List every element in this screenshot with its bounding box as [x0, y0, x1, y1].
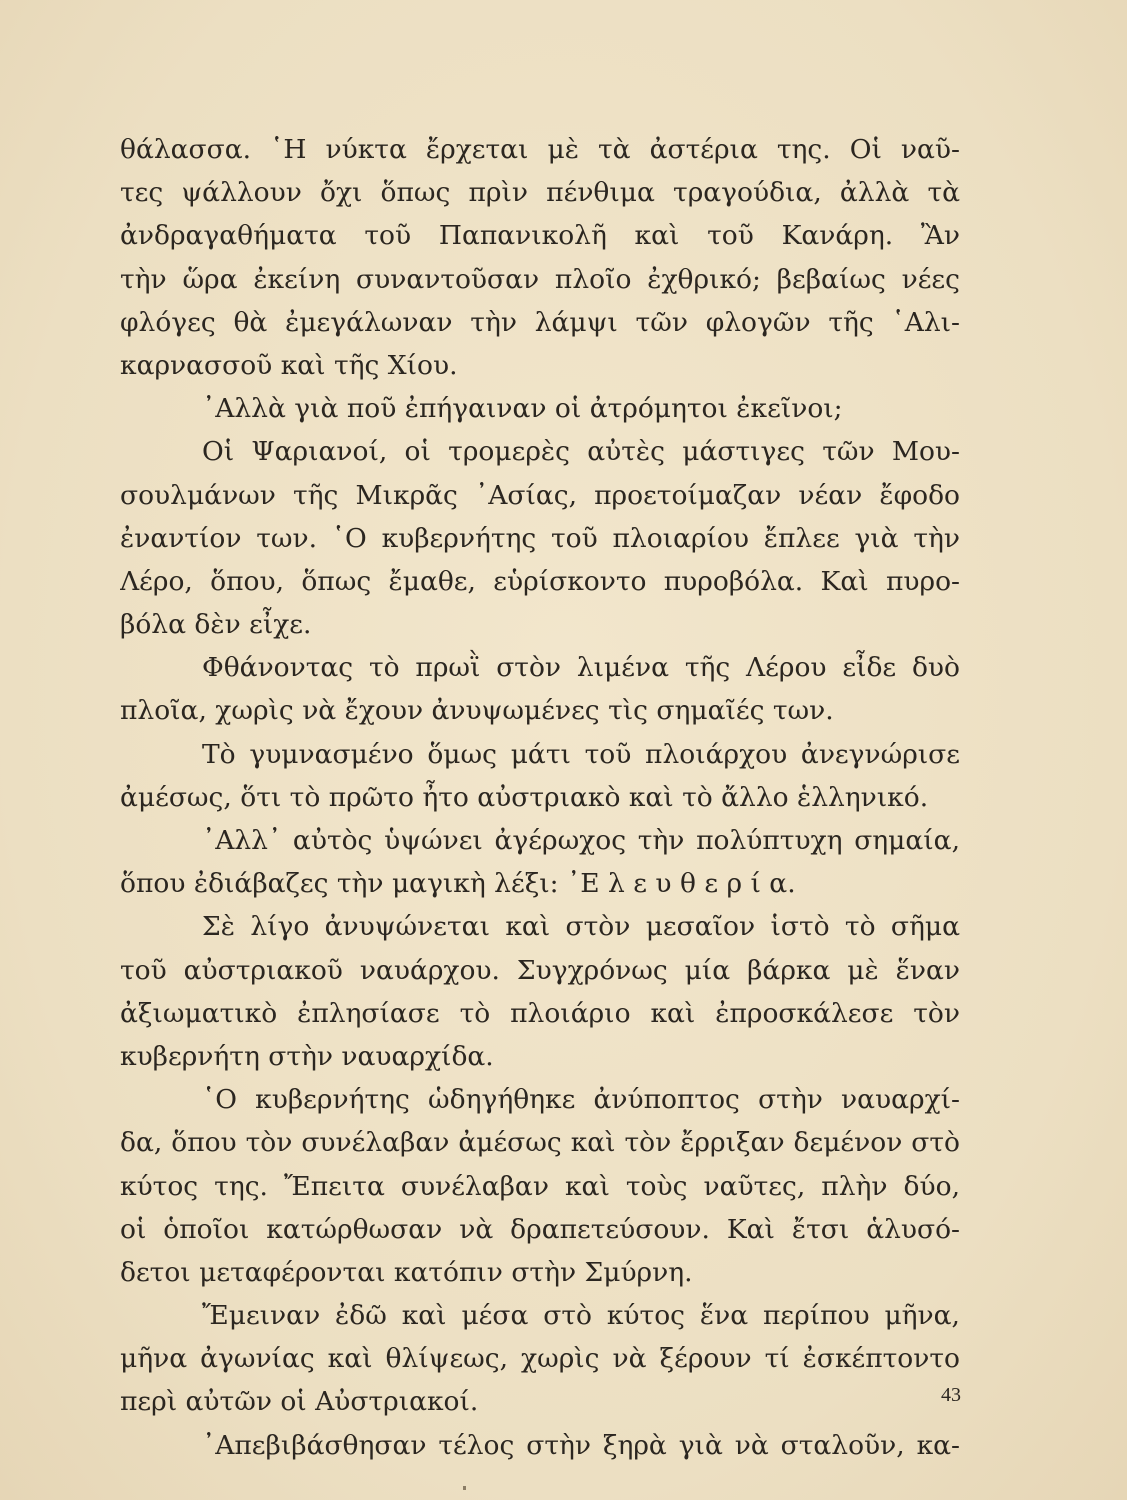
text-line: καρνασσοῦ καὶ τῆς Χίου. [120, 349, 458, 381]
page-number: 43 [941, 1384, 961, 1406]
text-line: Λέρο, ὅπου, ὅπως ἔμαθε, εὑρίσκοντο πυροβόλα. Καὶ πυρο- [120, 565, 960, 597]
text-line: σουλμάνων τῆς Μικρᾶς ᾿Ασίας, προετοίμαζαν νέαν ἔφοδο [120, 479, 960, 511]
text-line: ἀμέσως, ὅτι τὸ πρῶτο ἦτο αὐστριακὸ καὶ τὸ ἄλλο ἑλληνικό. [120, 781, 929, 813]
body-text [120, 128, 960, 1467]
text-line: ᾿Αλλὰ γιὰ ποῦ ἐπήγαιναν οἱ ἀτρόμητοι ἐκεῖνοι; [202, 393, 843, 425]
text-line: Φθάνοντας τὸ πρωῒ στὸν λιμένα τῆς Λέρου εἶδε δυὸ [202, 652, 960, 684]
paper-speck [463, 1486, 466, 1490]
text-line: Ἔμειναν ἐδῶ καὶ μέσα στὸ κύτος ἕνα περίπου μῆνα, [202, 1300, 960, 1332]
text-line: φλόγες θὰ ἐμεγάλωναν τὴν λάμψι τῶν φλογῶν τῆς ῾Αλι- [120, 306, 960, 338]
text-line: ἐναντίον των. ῾Ο κυβερνήτης τοῦ πλοιαρίου ἔπλεε γιὰ τὴν [120, 522, 960, 554]
text-line: περὶ αὐτῶν οἱ Αὐστριακοί. [120, 1386, 479, 1418]
text-line: δετοι μεταφέρονται κατόπιν στὴν Σμύρνη. [120, 1256, 693, 1288]
text-line: μῆνα ἀγωνίας καὶ θλίψεως, χωρὶς νὰ ξέρουν τί ἐσκέπτοντο [120, 1343, 960, 1375]
text-line: τὴν ὥρα ἐκείνη συναντοῦσαν πλοῖο ἐχθρικό; βεβαίως νέες [120, 263, 960, 295]
text-line: δα, ὅπου τὸν συνέλαβαν ἀμέσως καὶ τὸν ἔρριξαν δεμένον στὸ [120, 1127, 960, 1159]
text-line: ῾Ο κυβερνήτης ὡδηγήθηκε ἀνύποπτος στὴν ναυαρχί- [202, 1084, 960, 1116]
text-line: τοῦ αὐστριακοῦ ναυάρχου. Συγχρόνως μία βάρκα μὲ ἕναν [120, 954, 960, 986]
text-line: Οἱ Ψαριανοί, οἱ τρομερὲς αὐτὲς μάστιγες τῶν Μου- [202, 436, 960, 468]
text-line: θάλασσα. ῾Η νύκτα ἔρχεται μὲ τὰ ἀστέρια της. Οἱ ναῦ- [120, 134, 960, 165]
text-line: οἱ ὁποῖοι κατώρθωσαν νὰ δραπετεύσουν. Καὶ ἔτσι ἁλυσό- [120, 1213, 960, 1245]
text-line: Τὸ γυμνασμένο ὅμως μάτι τοῦ πλοιάρχου ἀνεγνώρισε [202, 738, 960, 770]
text-line: τες ψάλλουν ὄχι ὅπως πρὶν πένθιμα τραγούδια, ἀλλὰ τὰ [120, 177, 960, 209]
text-line: πλοῖα, χωρὶς νὰ ἔχουν ἀνυψωμένες τὶς σημαῖές των. [120, 695, 834, 727]
text-line: κύτος της. Ἔπειτα συνέλαβαν καὶ τοὺς ναῦτες, πλὴν δύο, [120, 1170, 960, 1202]
text-line: ᾿Απεβιβάσθησαν τέλος στὴν ξηρὰ γιὰ νὰ σταλοῦν, κα- [202, 1429, 960, 1461]
text-line: ὅπου ἐδιάβαζες τὴν μαγικὴ λέξι: ᾿Ε λ ε υ θ ε ρ ί α. [120, 868, 796, 900]
text-line: ᾿Αλλ᾿ αὐτὸς ὑψώνει ἀγέρωχος τὴν πολύπτυχη σημαία, [202, 825, 960, 856]
text-line: Σὲ λίγο ἀνυψώνεται καὶ στὸν μεσαῖον ἱστὸ τὸ σῆμα [202, 911, 960, 943]
text-line: ἀνδραγαθήματα τοῦ Παπανικολῆ καὶ τοῦ Κανάρη. Ἂν [120, 220, 960, 252]
text-line: βόλα δὲν εἶχε. [120, 609, 312, 641]
text-line: ἀξιωματικὸ ἐπλησίασε τὸ πλοιάριο καὶ ἐπροσκάλεσε τὸν [120, 997, 960, 1029]
text-line: κυβερνήτη στὴν ναυαρχίδα. [120, 1040, 494, 1072]
